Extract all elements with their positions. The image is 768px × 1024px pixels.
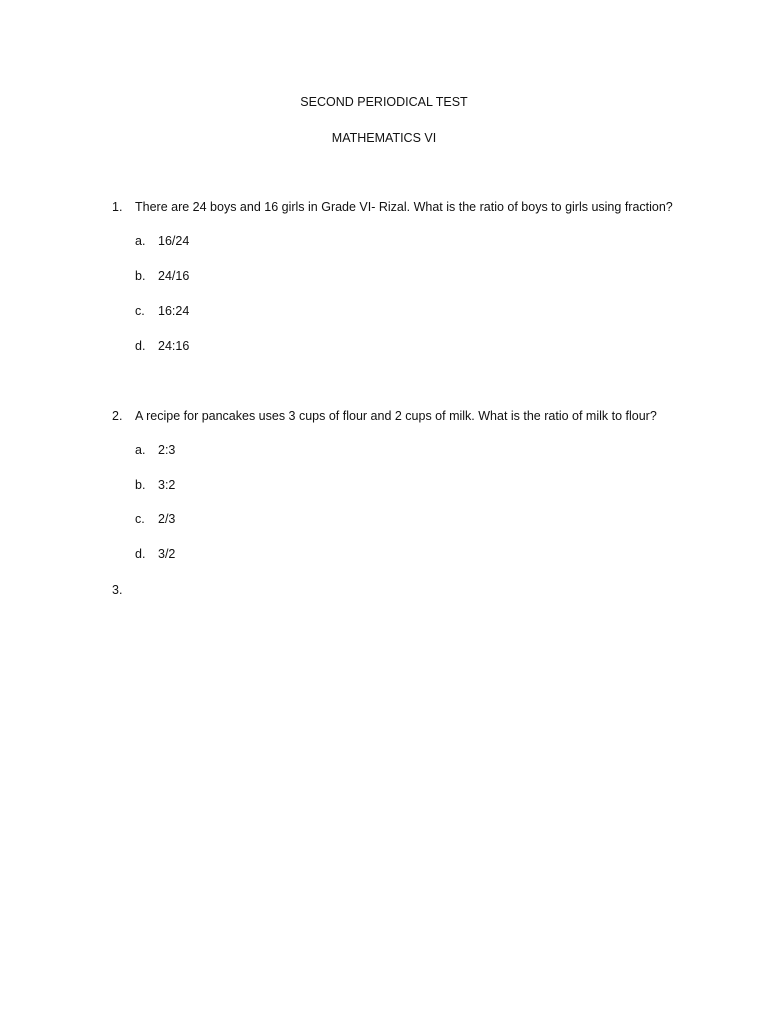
option-letter: c. [135, 304, 145, 318]
option-letter: b. [135, 269, 146, 283]
option-letter: b. [135, 478, 146, 492]
question-1 [112, 199, 673, 215]
question-3 [112, 582, 135, 598]
option-text: 2:3 [158, 443, 176, 457]
document-subtitle: MATHEMATICS VI [331, 131, 437, 145]
question-2-option-d [135, 546, 175, 562]
option-text: 3:2 [158, 478, 176, 492]
option-text: 16/24 [158, 234, 190, 248]
document-title: SECOND PERIODICAL TEST [300, 95, 468, 109]
question-2-option-b [135, 477, 175, 493]
option-letter: a. [135, 443, 146, 457]
question-number: 3. [112, 583, 123, 597]
question-text: There are 24 boys and 16 girls in Grade VI- Rizal. What is the ratio of boys to girls using fraction? [135, 200, 673, 214]
question-text: A recipe for pancakes uses 3 cups of flour and 2 cups of milk. What is the ratio of milk to flour? [135, 409, 657, 423]
question-2 [112, 408, 657, 424]
question-2-option-c [135, 511, 175, 527]
option-letter: d. [135, 547, 146, 561]
option-text: 24:16 [158, 339, 190, 353]
question-1-option-d [135, 338, 189, 354]
option-letter: c. [135, 512, 145, 526]
question-number: 1. [112, 200, 123, 214]
option-letter: a. [135, 234, 146, 248]
question-1-option-b [135, 268, 189, 284]
question-number: 2. [112, 409, 123, 423]
option-text: 16:24 [158, 304, 190, 318]
option-text: 24/16 [158, 269, 190, 283]
question-1-option-a [135, 233, 189, 249]
option-letter: d. [135, 339, 146, 353]
question-2-option-a [135, 442, 175, 458]
option-text: 3/2 [158, 547, 176, 561]
option-text: 2/3 [158, 512, 176, 526]
question-1-option-c [135, 303, 189, 319]
